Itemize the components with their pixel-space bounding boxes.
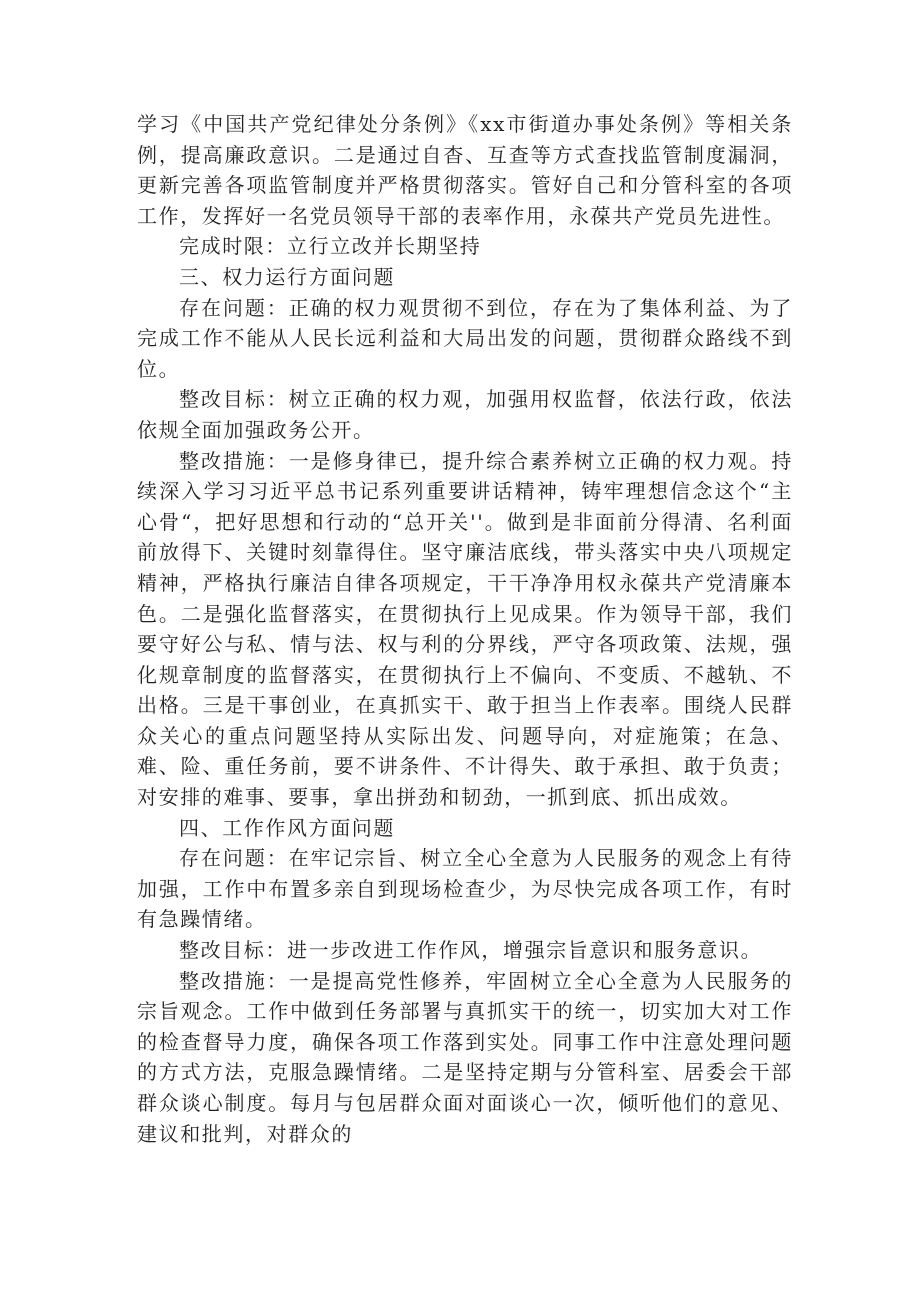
- paragraph-rectification-goal: 整改目标：进一步改进工作作风，增强宗旨意识和服务意识。: [179, 938, 763, 963]
- paragraph-existing-problem: 存在问题：在牢记宗旨、树立全心全意为人民服务的观念上有待加强，工作中布置多亲自到现场检查少，为尽快完成各项工作，有时有急躁情绪。: [137, 846, 793, 932]
- paragraph-rectification-measures: 整改措施：一是修身律已，提升综合素养树立正确的权力观。持续深入学习习近平总书记系列重要讲话精神，铸牢理想信念这个“主心骨“，把好思想和行动的“总开关''。做到是非面前分得清、名利面前放得下、关键时刻靠得住。坚守廉洁底线，带头落实中央八项规定精神，严格执行廉洁自律各项规定，干干净净用权永葆共产党清廉本色。二是强化监督落实，在贯彻执行上见成果。作为领导干部，我们要守好公与私、情与法、权与利的分界线，严守各项政策、法规，强化规章制度的监督落实，在贯彻执行上不偏向、不变质、不越轨、不出格。三是干事创业，在真抓实干、敢于担当上作表率。围绕人民群众关心的重点问题坚持从实际出发、问题导向，对症施策；在急、难、险、重任务前，要不讲条件、不计得失、敢于承担、敢于负责；对安排的难事、要事，拿出拼劲和韧劲，一抓到底、抓出成效。: [137, 448, 793, 810]
- paragraph-deadline: 完成时限：立行立改并长期坚持: [179, 234, 482, 259]
- paragraph-rectification-goal: 整改目标：树立正确的权力观，加强用权监督，依法行政，依法依规全面加强政务公开。: [137, 387, 793, 442]
- paragraph-existing-problem: 存在问题：正确的权力观贯彻不到位，存在为了集体利益、为了完成工作不能从人民长远利益和大局出发的问题，贯彻群众路线不到位。: [137, 295, 793, 381]
- paragraph-rectification-measures: 整改措施：一是提高党性修养，牢固树立全心全意为人民服务的宗旨观念。工作中做到任务部署与真抓实干的统一，切实加大对工作的检查督导力度，确保各项工作落到实处。同事工作中注意处理问题的方式方法，克服急躁情绪。二是坚持定期与分管科室、居委会干部群众谈心制度。每月与包居群众面对面谈心一次，倾听他们的意见、建议和批判，对群众的: [137, 968, 793, 1146]
- section-heading-work-style: 四、工作作风方面问题: [179, 815, 395, 840]
- document-body: [137, 109, 793, 1149]
- section-heading-power-operation: 三、权力运行方面问题: [179, 264, 395, 289]
- paragraph-continuation: 学习《中国共产党纪律处分条例》《xx市街道办事处条例》等相关条例，提高廉政意识。二是通过自杳、互查等方式查找监管制度漏洞，更新完善各项监管制度并严格贯彻落实。管好自己和分管科室的各项工作，发挥好一名党员领导干部的表率作用，永葆共产党员先进性。: [137, 112, 793, 228]
